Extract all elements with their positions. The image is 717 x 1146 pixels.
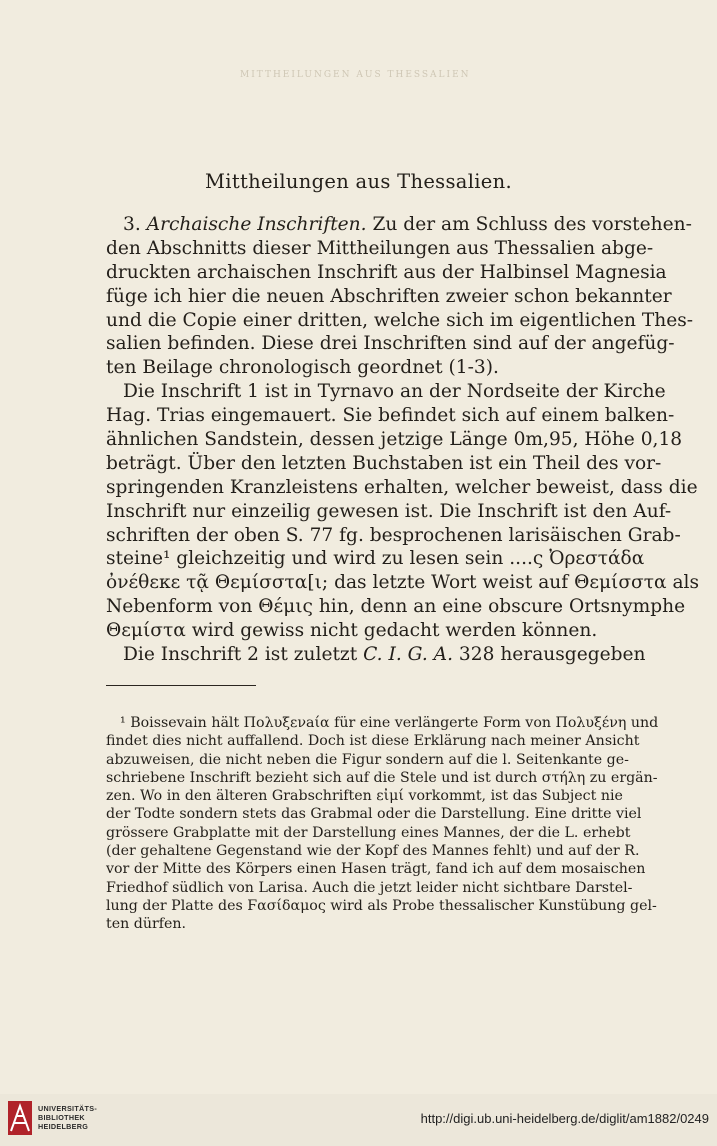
body-line: beträgt. Über den letzten Buchstaben ist ein Theil des vor- — [106, 452, 662, 474]
section-number: 3. — [123, 214, 147, 235]
section-heading: Archaische Inschriften. — [146, 214, 367, 235]
body-line-start: Die Inschrift 2 ist zuletzt — [123, 644, 364, 666]
body-text — [106, 213, 700, 667]
body-line: und die Copie einer dritten, welche sich im eigentlichen Thes- — [106, 309, 694, 331]
body-line: Nebenform von Θέμις hin, denn an eine obscure Ortsnymphe — [106, 596, 686, 618]
footnote-line: grössere Grabplatte mit der Darstellung eines Mannes, der die L. erhebt — [106, 824, 631, 841]
footnote-line: findet dies nicht auffallend. Doch ist diese Erklärung nach meiner Ansicht — [106, 733, 640, 750]
footnote-line: der Todte sondern stets das Grabmal oder die Darstellung. Eine dritte viel — [106, 806, 642, 823]
footnote-line: ten dürfen. — [106, 916, 187, 933]
permalink-url[interactable]: http://digi.ub.uni-heidelberg.de/diglit/am1882/0249 — [420, 1111, 709, 1126]
footer-bar — [0, 1094, 717, 1146]
body-line: Θεμίστα wird gewiss nicht gedacht werden können. — [106, 620, 598, 642]
footnote-line: (der gehaltene Gegenstand wie der Kopf des Mannes fehlt) und auf der R. — [106, 843, 640, 860]
body-line: schriften der oben S. 77 fg. besprochenen larisäischen Grab- — [106, 524, 681, 546]
footnote — [106, 714, 659, 934]
body-line: ten Beilage chronologisch geordnet (1-3). — [106, 357, 499, 379]
footnote-line: ¹ Boissevain hält Πολυξενaία für eine verlängerte Form von Πολυξένη und — [120, 715, 659, 731]
body-line: den Abschnitts dieser Mittheilungen aus Thessalien abge- — [106, 237, 654, 259]
footnote-line: lung der Platte des Ϝασίδαμος wird als Probe thessalischer Kunstübung gel- — [106, 897, 657, 914]
body-line: steine¹ gleichzeitig und wird zu lesen sein ....ς Ὀρεστάδα — [106, 548, 645, 570]
body-line-rest: Zu der am Schluss des vorstehen- — [366, 214, 692, 235]
footnote-line: zen. Wo in den älteren Grabschriften εἰμί vorkommt, ist das Subject nie — [106, 788, 623, 805]
footnote-line: Friedhof südlich von Larisa. Auch die jetzt leider nicht sichtbare Darstel- — [106, 879, 633, 896]
running-head-bleedthrough: MITTHEILUNGEN AUS THESSALIEN — [240, 70, 471, 80]
logo-line-1: UNIVERSITÄTS- — [38, 1104, 98, 1113]
footnote-rule — [106, 685, 256, 686]
footnote-line: vor der Mitte des Körpers einen Hasen trägt, fand ich auf dem mosaischen — [106, 861, 646, 878]
library-logo-text[interactable] — [38, 1104, 97, 1131]
body-line: salien befinden. Diese drei Inschriften sind auf der angefüg- — [106, 333, 675, 355]
body-line: springenden Kranzleistens erhalten, welcher beweist, dass die — [106, 476, 698, 498]
footnote-line: schriebene Inschrift bezieht sich auf die Stele und ist durch στήλη zu ergän- — [106, 769, 658, 786]
body-line: ὀνέθεκε τᾷ Θεμίσστα[ι; das letzte Wort weist auf Θεμίσστα als — [106, 572, 700, 594]
body-line: Die Inschrift 1 ist in Tyrnavo an der Nordseite der Kirche — [123, 381, 666, 403]
body-line: Hag. Trias eingemauert. Sie befindet sich auf einem balken- — [106, 405, 675, 427]
logo-line-2: BIBLIOTHEK — [38, 1113, 85, 1122]
library-logo-icon — [8, 1101, 32, 1135]
page-title: Mittheilungen aus Thessalien. — [205, 170, 512, 193]
footnote-line: abzuweisen, die nicht neben die Figur sondern auf die l. Seitenkante ge- — [106, 751, 629, 768]
body-line — [106, 643, 646, 667]
body-line: füge ich hier die neuen Abschriften zweier schon bekannter — [106, 285, 672, 307]
body-line — [106, 213, 692, 237]
logo-line-3: HEIDELBERG — [38, 1122, 89, 1131]
body-line-rest: 328 herausgegeben — [453, 644, 646, 666]
body-line: ähnlichen Sandstein, dessen jetzige Länge 0m,95, Höhe 0,18 — [106, 429, 683, 451]
citation: C. I. G. A. — [363, 644, 454, 666]
body-line: druckten archaischen Inschrift aus der Halbinsel Magnesia — [106, 261, 667, 283]
body-line: Inschrift nur einzeilig gewesen ist. Die Inschrift ist den Auf- — [106, 500, 672, 522]
